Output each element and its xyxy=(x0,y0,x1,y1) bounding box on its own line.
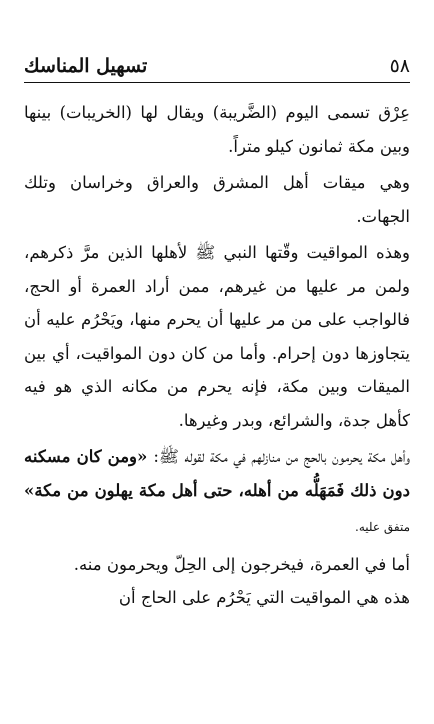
paragraph-3: وهذه المواقيت وقّتها النبي ﷺ لأهلها الذين مرَّ ذكرهم، ولمن مر عليها من غيرهم، ممن أراد العمرة أو الحج، فالواجب على من مر عليها أن يحرم منها، ويَحْرُم عليه أن يتجاوزها دون إحرام. وأما من كان دون المواقيت، أي بين الميقات وبين مكة، فإنه يحرم من مكانه الذي هو فيه كأهل جدة، والشرائع، وبدر وغيرها. xyxy=(24,243,410,430)
hadith-source: متفق عليه. xyxy=(355,520,410,534)
page-header xyxy=(24,52,410,82)
paragraph-4 xyxy=(24,440,410,545)
hadith-quote: «ومن كان مسكنه دون ذلك فَمَهَلُّه من أهله، حتى أهل مكة يهلون من مكة» xyxy=(24,447,410,500)
paragraph-2: وهي ميقات أهل المشرق والعراق وخراسان وتلك الجهات. xyxy=(24,173,410,226)
header-divider xyxy=(24,82,410,83)
paragraph-4-text: وأهل مكة يحرمون بالحج من منازلهم في مكة لقوله ﷺ: xyxy=(153,447,410,466)
book-title: تسهيل المناسك xyxy=(24,55,148,77)
page-body xyxy=(24,96,410,615)
page-number: ٥٨ xyxy=(389,55,410,77)
paragraph-1: عِرْق تسمى اليوم (الضَّريبة) ويقال لها (الخريبات) بينها وبين مكة ثمانون كيلو متراً. xyxy=(24,103,410,156)
paragraph-6: هذه هي المواقيت التي يَحْرُم على الحاج أن xyxy=(118,588,410,607)
paragraph-5: أما في العمرة، فيخرجون إلى الحِلّ ويحرمون منه. xyxy=(73,554,410,574)
